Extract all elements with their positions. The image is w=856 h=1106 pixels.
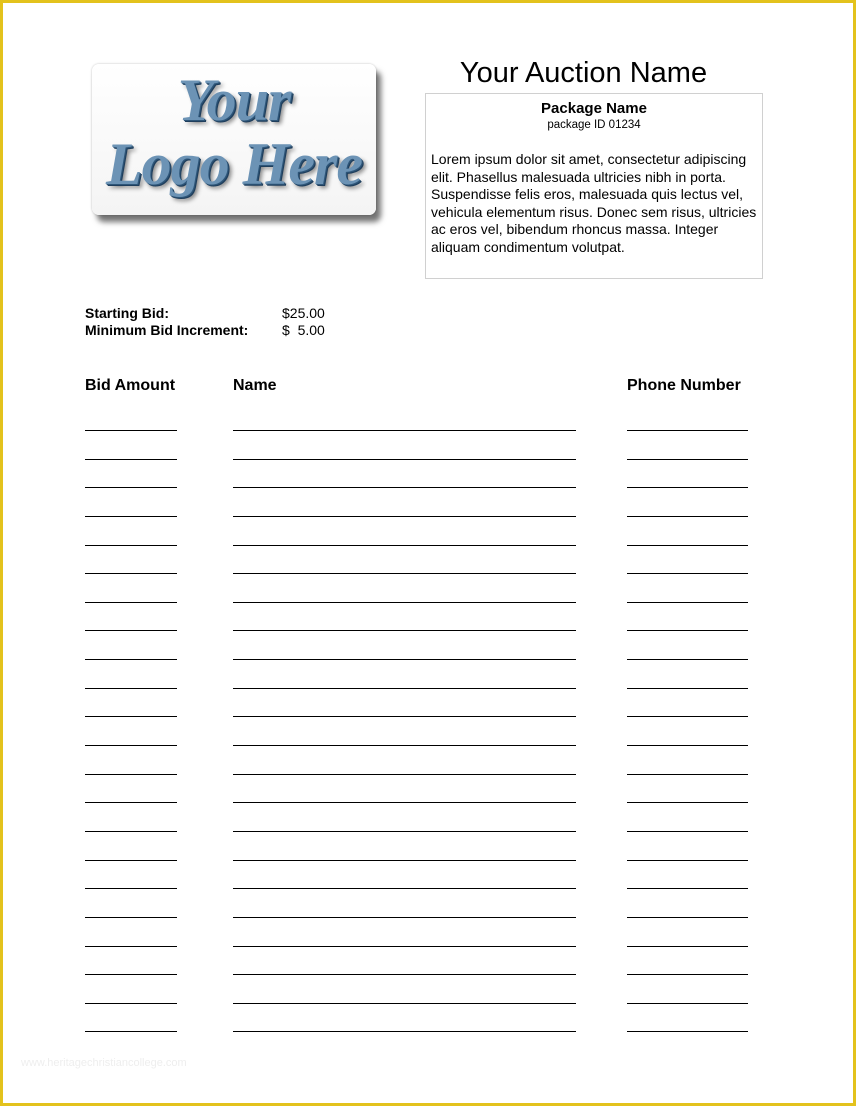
phone-number-blank bbox=[627, 974, 748, 975]
bid-amount-blank bbox=[85, 860, 177, 861]
bid-amount-blank bbox=[85, 573, 177, 574]
package-id: package ID 01234 bbox=[547, 119, 641, 131]
bid-amount-blank bbox=[85, 974, 177, 975]
package-name: Package Name bbox=[541, 100, 647, 117]
bid-amount-blank bbox=[85, 1031, 177, 1032]
starting-bid-value: $25.00 bbox=[282, 305, 325, 321]
bid-entry-rows bbox=[3, 3, 853, 1103]
name-blank bbox=[233, 459, 576, 460]
phone-number-blank bbox=[627, 860, 748, 861]
auction-name: Your Auction Name bbox=[459, 57, 708, 89]
name-blank bbox=[233, 974, 576, 975]
bid-amount-blank bbox=[85, 888, 177, 889]
phone-number-blank bbox=[627, 659, 748, 660]
name-blank bbox=[233, 1003, 576, 1004]
phone-number-blank bbox=[627, 745, 748, 746]
name-blank bbox=[233, 630, 576, 631]
bid-amount-blank bbox=[85, 774, 177, 775]
bid-amount-blank bbox=[85, 745, 177, 746]
phone-number-blank bbox=[627, 430, 748, 431]
name-blank bbox=[233, 430, 576, 431]
phone-number-blank bbox=[627, 602, 748, 603]
logo-text: Your Logo Here bbox=[106, 67, 362, 197]
name-blank bbox=[233, 888, 576, 889]
watermark: www.heritagechristiancollege.com bbox=[21, 1057, 187, 1069]
column-header-phone-number: Phone Number bbox=[627, 377, 741, 394]
phone-number-blank bbox=[627, 917, 748, 918]
phone-number-blank bbox=[627, 487, 748, 488]
bid-amount-blank bbox=[85, 430, 177, 431]
bid-amount-blank bbox=[85, 917, 177, 918]
min-increment-label: Minimum Bid Increment: bbox=[85, 322, 249, 338]
phone-number-blank bbox=[627, 1031, 748, 1032]
name-blank bbox=[233, 688, 576, 689]
column-header-bid-amount: Bid Amount bbox=[85, 377, 176, 394]
bid-amount-blank bbox=[85, 487, 177, 488]
min-increment-value: $ 5.00 bbox=[282, 322, 325, 338]
starting-bid-label: Starting Bid: bbox=[85, 305, 169, 321]
phone-number-blank bbox=[627, 946, 748, 947]
name-blank bbox=[233, 659, 576, 660]
bid-amount-blank bbox=[85, 459, 177, 460]
name-blank bbox=[233, 602, 576, 603]
phone-number-blank bbox=[627, 459, 748, 460]
phone-number-blank bbox=[627, 1003, 748, 1004]
bid-amount-blank bbox=[85, 1003, 177, 1004]
phone-number-blank bbox=[627, 516, 748, 517]
name-blank bbox=[233, 774, 576, 775]
name-blank bbox=[233, 545, 576, 546]
phone-number-blank bbox=[627, 774, 748, 775]
phone-number-blank bbox=[627, 545, 748, 546]
phone-number-blank bbox=[627, 573, 748, 574]
phone-number-blank bbox=[627, 630, 748, 631]
bid-amount-blank bbox=[85, 545, 177, 546]
bid-amount-blank bbox=[85, 831, 177, 832]
bid-amount-blank bbox=[85, 946, 177, 947]
package-description: Lorem ipsum dolor sit amet, consectetur adipiscing elit. Phasellus malesuada ultricies nibh in porta. Suspendisse felis eros, malesuada quis lectus vel, vehicula elementum risus. Donec sem risus, ultricies ac eros vel, bibendum rhoncus massa. Integer aliquam condimentum volutpat. bbox=[431, 151, 757, 255]
bid-amount-blank bbox=[85, 688, 177, 689]
name-blank bbox=[233, 487, 576, 488]
phone-number-blank bbox=[627, 831, 748, 832]
bid-amount-blank bbox=[85, 630, 177, 631]
bid-amount-blank bbox=[85, 802, 177, 803]
name-blank bbox=[233, 860, 576, 861]
bid-amount-blank bbox=[85, 659, 177, 660]
name-blank bbox=[233, 946, 576, 947]
phone-number-blank bbox=[627, 716, 748, 717]
name-blank bbox=[233, 802, 576, 803]
column-header-name: Name bbox=[233, 377, 277, 394]
phone-number-blank bbox=[627, 888, 748, 889]
name-blank bbox=[233, 716, 576, 717]
phone-number-blank bbox=[627, 688, 748, 689]
name-blank bbox=[233, 1031, 576, 1032]
bid-amount-blank bbox=[85, 602, 177, 603]
name-blank bbox=[233, 831, 576, 832]
phone-number-blank bbox=[627, 802, 748, 803]
name-blank bbox=[233, 917, 576, 918]
name-blank bbox=[233, 745, 576, 746]
name-blank bbox=[233, 573, 576, 574]
name-blank bbox=[233, 516, 576, 517]
bid-amount-blank bbox=[85, 516, 177, 517]
bid-amount-blank bbox=[85, 716, 177, 717]
